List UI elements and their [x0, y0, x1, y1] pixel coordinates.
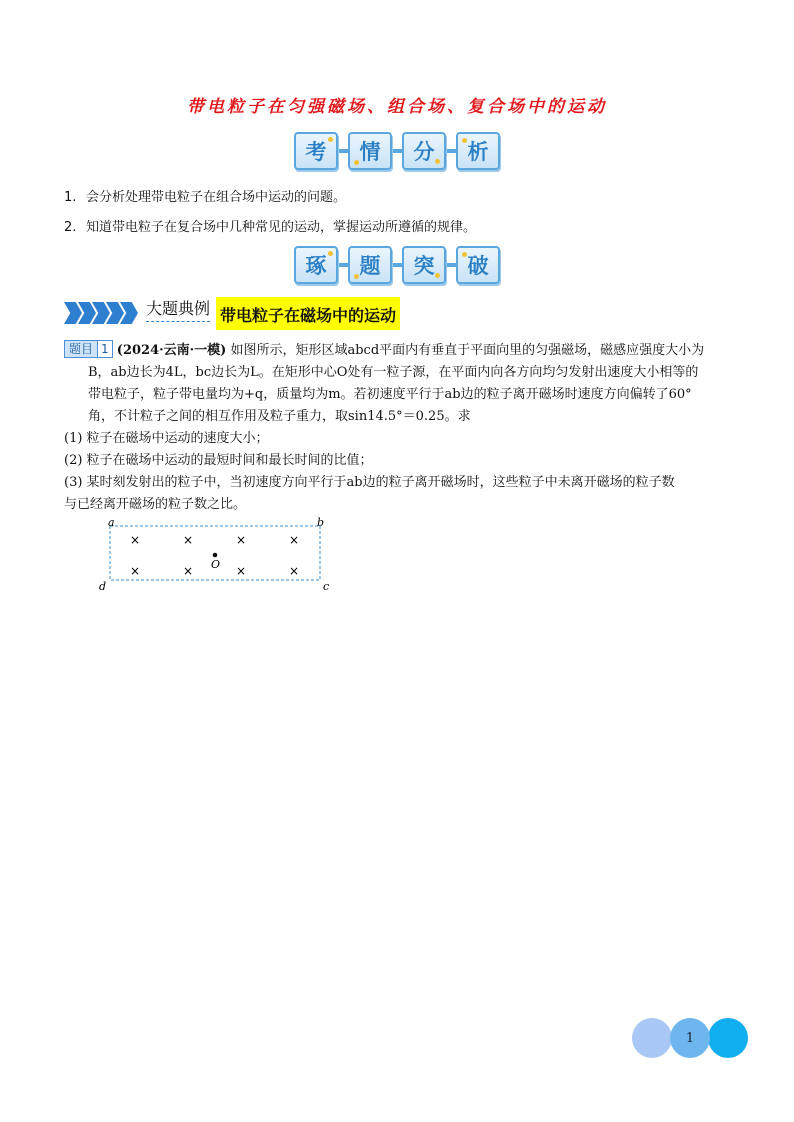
- question-item: 与已经离开磁场的粒子数之比。: [64, 497, 247, 512]
- corner-label-d: d: [99, 580, 107, 593]
- banner-char: 情: [348, 132, 392, 170]
- field-cross-mark: ×: [129, 564, 141, 578]
- banner-char: 题: [348, 246, 392, 284]
- problem-line: 带电粒子，粒子带电量均为+q，质量均为m。若初速度平行于ab边的粒子离开磁场时速度方向偏转了60°: [88, 387, 692, 402]
- banner-problem-breakthrough: [0, 246, 794, 284]
- problem-line: 角，不计粒子之间的相互作用及粒子重力，取sin14.5°＝0.25。求: [88, 409, 471, 424]
- banner-char: 分: [402, 132, 446, 170]
- objective-item: 1. 会分析处理带电粒子在组合场中运动的问题。: [64, 190, 347, 205]
- particle-source-dot: [213, 553, 218, 558]
- field-cross-mark: ×: [182, 564, 194, 578]
- field-cross-mark: ×: [129, 533, 141, 547]
- problem-body: [64, 340, 740, 516]
- banner-char: 琢: [294, 246, 338, 284]
- banner-char: 考: [294, 132, 338, 170]
- problem-first-line: [64, 340, 740, 362]
- problem-line: B，ab边长为4L，bc边长为L。在矩形中心O处有一粒子源，在平面内向各方向均匀发射出速度大小相等的: [88, 365, 699, 380]
- banner-exam-analysis: [0, 132, 794, 170]
- objective-item: 2. 知道带电粒子在复合场中几种常见的运动，掌握运动所遵循的规律。: [64, 220, 477, 235]
- corner-label-a: a: [108, 516, 115, 529]
- page-number: 1: [670, 1018, 710, 1058]
- banner-char: 突: [402, 246, 446, 284]
- banner-char: 破: [456, 246, 500, 284]
- chevron-arrows-icon: [64, 302, 134, 324]
- problem-line: 如图所示，矩形区域abcd平面内有垂直于平面向里的匀强磁场，磁感应强度大小为: [230, 343, 705, 358]
- banner-char: 析: [456, 132, 500, 170]
- section-label: 大题典例: [146, 296, 210, 322]
- problem-tag: 题目 1: [64, 340, 113, 358]
- page-title: 带电粒子在匀强磁场、组合场、复合场中的运动: [187, 97, 607, 117]
- question-item: (2) 粒子在磁场中运动的最短时间和最长时间的比值；: [64, 453, 373, 468]
- center-label-o: O: [211, 558, 221, 571]
- field-cross-mark: ×: [182, 533, 194, 547]
- problem-source: (2024·云南·一模): [116, 343, 227, 358]
- section-header: [64, 296, 400, 330]
- section-highlight-title: 带电粒子在磁场中的运动: [216, 297, 400, 330]
- field-cross-mark: ×: [288, 533, 300, 547]
- page-number-badge: [632, 1018, 748, 1058]
- magnetic-field-figure: [98, 516, 338, 596]
- corner-label-c: c: [323, 580, 330, 593]
- corner-label-b: b: [317, 516, 325, 529]
- question-item: (1) 粒子在磁场中运动的速度大小；: [64, 431, 269, 446]
- field-cross-mark: ×: [235, 533, 247, 547]
- field-cross-mark: ×: [235, 564, 247, 578]
- field-cross-mark: ×: [288, 564, 300, 578]
- question-item: (3) 某时刻发射出的粒子中，当初速度方向平行于ab边的粒子离开磁场时，这些粒子中未离开磁场的粒子数: [64, 475, 675, 490]
